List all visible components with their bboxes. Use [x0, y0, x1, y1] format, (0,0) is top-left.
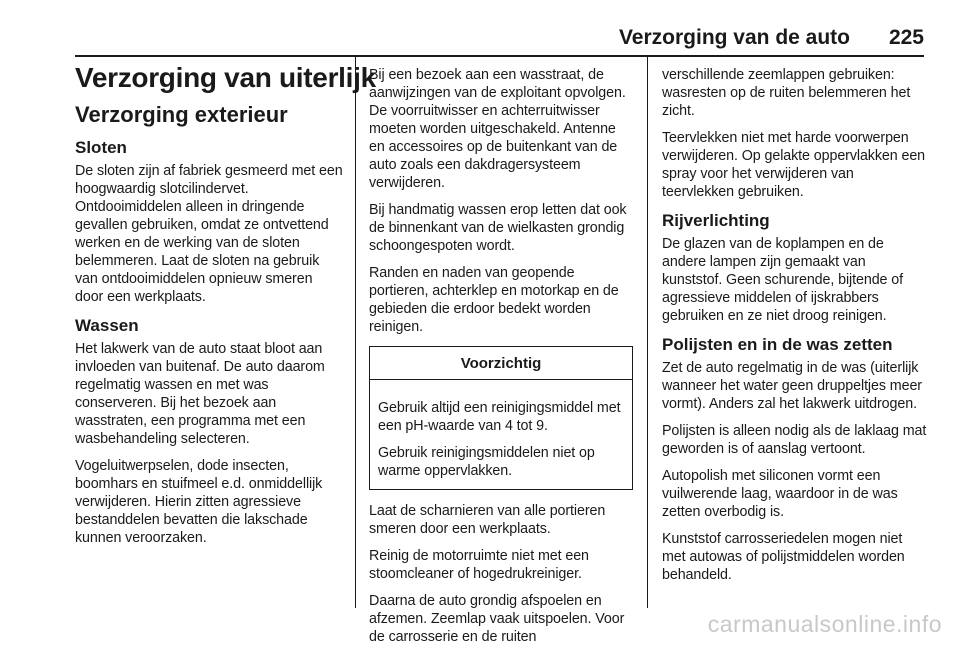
paragraph: Laat de scharnieren van alle portieren smeren door een werkplaats. — [369, 503, 606, 537]
section-title: Verzorging exterieur — [75, 102, 288, 127]
running-title: Verzorging van de auto — [618, 26, 850, 49]
caution-paragraph: Gebruik altijd een reinigingsmiddel met een pH-waarde van 4 tot 9. — [378, 400, 621, 434]
paragraph: Reinig de motorruimte niet met een stoomcleaner of hogedrukreiniger. — [369, 548, 589, 582]
paragraph: Teervlekken niet met harde voorwerpen verwijderen. Op gelakte oppervlakken een spray voor het verwijderen van teervlekken gebruiken. — [662, 130, 926, 200]
caution-paragraph: Gebruik reinigingsmiddelen niet op warme oppervlakken. — [378, 445, 595, 479]
caution-title: Voorzichtig — [370, 347, 632, 380]
paragraph: Bij een bezoek aan een wasstraat, de aanwijzingen van de exploitant opvolgen. De voorruitwisser en achterruitwisser moeten worden uitgeschakeld. Antenne en accessoires op de buitenkant van de auto zoals een dakdragersysteem verwijderen. — [369, 67, 626, 191]
column-2 — [369, 56, 633, 645]
paragraph: Zet de auto regelmatig in de was (uiterlijk wanneer het water geen druppeltjes meer vormt). Anders zal het lakwerk uitdrogen. — [662, 360, 922, 412]
page-header — [0, 0, 960, 56]
paragraph: Polijsten is alleen nodig als de laklaag mat geworden is of aanslag vertoont. — [662, 423, 927, 457]
heading-polijsten: Polijsten en in de was zetten — [662, 335, 893, 354]
column-3 — [662, 56, 928, 634]
paragraph: Autopolish met siliconen vormt een vuilwerende laag, waardoor in de was zetten overbodig is. — [662, 468, 898, 520]
paragraph: verschillende zeemlappen gebruiken: wasresten op de ruiten belemmeren het zicht. — [662, 67, 911, 119]
page-number: 225 — [888, 26, 924, 49]
heading-rijverlichting: Rijverlichting — [662, 211, 770, 230]
heading-wassen: Wassen — [75, 316, 139, 335]
caution-body — [370, 380, 632, 480]
paragraph: Daarna de auto grondig afspoelen en afzemen. Zeemlap vaak uitspoelen. Voor de carrosserie en de ruiten — [369, 593, 625, 645]
paragraph: Randen en naden van geopende portieren, achterklep en motorkap en de gebieden die erdoor bedekt worden reinigen. — [369, 265, 619, 335]
paragraph: Vogeluitwerpselen, dode insecten, boomhars en stuifmeel e.d. onmiddellijk verwijderen. Hierin zitten agressieve bestanddelen bevatten die lakschade kunnen veroorzaken. — [75, 458, 323, 546]
paragraph: Kunststof carrosseriedelen mogen niet met autowas of polijstmiddelen worden behandeld. — [662, 531, 905, 583]
paragraph: De sloten zijn af fabriek gesmeerd met een hoogwaardig slotcilindervet. Ontdooimiddelen alleen in dringende gevallen gebruiken, omdat ze ontvettend werken en de werking van de sloten belemmeren. Laat de sloten na gebruik van ontdooimiddelen opnieuw smeren door een werkplaats. — [75, 163, 343, 305]
main-title: Verzorging van uiterlijk — [75, 62, 376, 93]
column-1 — [75, 56, 376, 634]
watermark: carmanualsonline.info — [707, 611, 942, 637]
column-divider-1 — [355, 56, 356, 608]
paragraph: Bij handmatig wassen erop letten dat ook de binnenkant van de wielkasten grondig schoongespoten wordt. — [369, 202, 627, 254]
heading-sloten: Sloten — [75, 138, 127, 157]
paragraph: De glazen van de koplampen en de andere lampen zijn gemaakt van kunststof. Geen schurende, bijtende of agressieve middelen of ijskrabbers gebruiken en ze niet droog reinigen. — [662, 236, 903, 324]
caution-box — [369, 346, 633, 490]
paragraph: Het lakwerk van de auto staat bloot aan invloeden van buitenaf. De auto daarom regelmatig wassen en met was conserveren. Bij het bezoek aan wasstraten, een programma met een wasbehandeling selecteren. — [75, 341, 325, 447]
column-divider-2 — [647, 56, 648, 608]
